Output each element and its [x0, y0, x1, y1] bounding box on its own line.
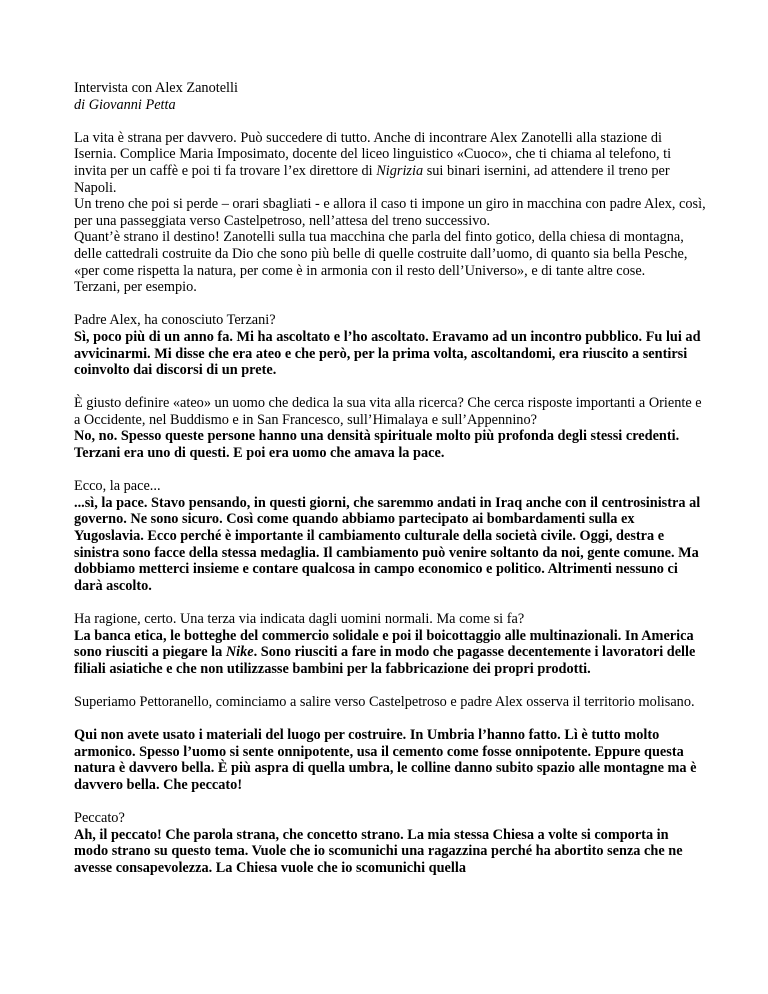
- question-2: È giusto definire «ateo» un uomo che dedica la sua vita alla ricerca? Che cerca risposte importanti a Oriente e a Occidente, nel Buddismo e in San Francesco, sull’Himalaya e sull’Appennino?: [74, 395, 702, 428]
- intro-text-1a: La vita è strana per davvero. Può succedere di tutto. Anche di incontrare Alex Zanotelli alla stazione di Isernia. Complice Maria Imposimato, docente del liceo linguistico «Cuoco», che ti chiama al telefono, ti invita per un caffè e poi ti fa trovare l’ex direttore di: [74, 129, 672, 179]
- intro-text-3: Quant’è strano il destino! Zanotelli sulla tua macchina che parla del finto gotico, della chiesa di montagna, delle cattedrali costruite da Dio che sono più belle di quelle costruite dall’uomo, di quanto sia bella Pesche, «per come rispetta la natura, per come è in armonia con il resto dell’Universo», e di tante altre cose.: [74, 229, 688, 279]
- article-title: Intervista con Alex Zanotelli: [74, 80, 238, 96]
- intro-text-1b: sui binari isernini, ad attendere il treno per Napoli.: [74, 162, 670, 196]
- qa-block-2: [74, 395, 706, 461]
- answer-6: Ah, il peccato! Che parola strana, che concetto strano. La mia stessa Chiesa a volte si comporta in modo strano su questo tema. Vuole che io scomunichi una ragazzina perché ha abortito senza che ne avesse consapevolezza. La Chiesa vuole che io scomunichi quella: [74, 826, 683, 876]
- answer-5: Qui non avete usato i materiali del luogo per costruire. In Umbria l’hanno fatto. Lì è tutto molto armonico. Spesso l’uomo si sente onnipotente, usa il cemento come fosse onnipotente. Eppure questa natura è davvero bella. È più aspra di quella umbra, le colline danno subito spazio alle montagne ma è davvero bella. Che peccato!: [74, 727, 697, 793]
- question-6: Peccato?: [74, 810, 125, 827]
- magazine-name: Nigrizia: [376, 162, 424, 179]
- question-3: Ecco, la pace...: [74, 478, 161, 495]
- narration-text: Superiamo Pettoranello, cominciamo a salire verso Castelpetroso e padre Alex osserva il territorio molisano.: [74, 693, 695, 710]
- qa-block-1: [74, 312, 706, 378]
- qa-block-5: [74, 727, 706, 793]
- question-1: Padre Alex, ha conosciuto Terzani?: [74, 312, 276, 329]
- article-header: [74, 80, 706, 113]
- narration-paragraph: [74, 694, 706, 711]
- question-4: Ha ragione, certo. Una terza via indicata dagli uomini normali. Ma come si fa?: [74, 611, 525, 627]
- intro-paragraph: [74, 130, 706, 296]
- intro-text-2: Un treno che poi si perde – orari sbagliati - e allora il caso ti impone un giro in macchina con padre Alex, così, per una passeggiata verso Castelpetroso, nell’attesa del treno successivo.: [74, 196, 706, 229]
- brand-name: Nike: [225, 644, 254, 661]
- answer-4-part-1: La banca etica, le botteghe del commercio solidale e poi il boicottaggio alle multinazionali. In America sono riusciti a piegare la: [74, 627, 694, 661]
- answer-1: Sì, poco più di un anno fa. Mi ha ascoltato e l’ho ascoltato. Eravamo ad un incontro pubblico. Fu lui ad avvicinarmi. Mi disse che era ateo e che però, per la prima volta, ascoltandomi, era riuscito a sentirsi coinvolto dai discorsi di un prete.: [74, 328, 701, 379]
- document-page: [74, 80, 706, 893]
- answer-2: No, no. Spesso queste persone hanno una densità spirituale molto più profonda degli stessi credenti. Terzani era uno di questi. E poi era uomo che amava la pace.: [74, 428, 680, 462]
- article-byline: di Giovanni Petta: [74, 96, 176, 113]
- qa-block-4: [74, 611, 706, 677]
- answer-4: [74, 628, 706, 678]
- qa-block-6: [74, 810, 706, 876]
- qa-block-3: [74, 478, 706, 594]
- answer-3: ...sì, la pace. Stavo pensando, in questi giorni, che saremmo andati in Iraq anche con il centrosinistra al governo. Ne sono sicuro. Così come quando abbiamo partecipato ai bombardamenti sulla ex Yugoslavia. Ecco perché è importante il cambiamento culturale della società civile. Oggi, destra e sinistra sono facce della stessa medaglia. Il cambiamento può venire soltanto da noi, gente comune. Ma dobbiamo metterci insieme e contare qualcosa in campo economico e politico. Altrimenti nessuno ci darà ascolto.: [74, 494, 701, 594]
- answer-4-part-2: . Sono riusciti a fare in modo che pagasse decentemente i lavoratori delle filiali asiatiche e che non utilizzasse bambini per la fabbricazione dei propri prodotti.: [74, 644, 696, 677]
- intro-text-4: Terzani, per esempio.: [74, 279, 197, 296]
